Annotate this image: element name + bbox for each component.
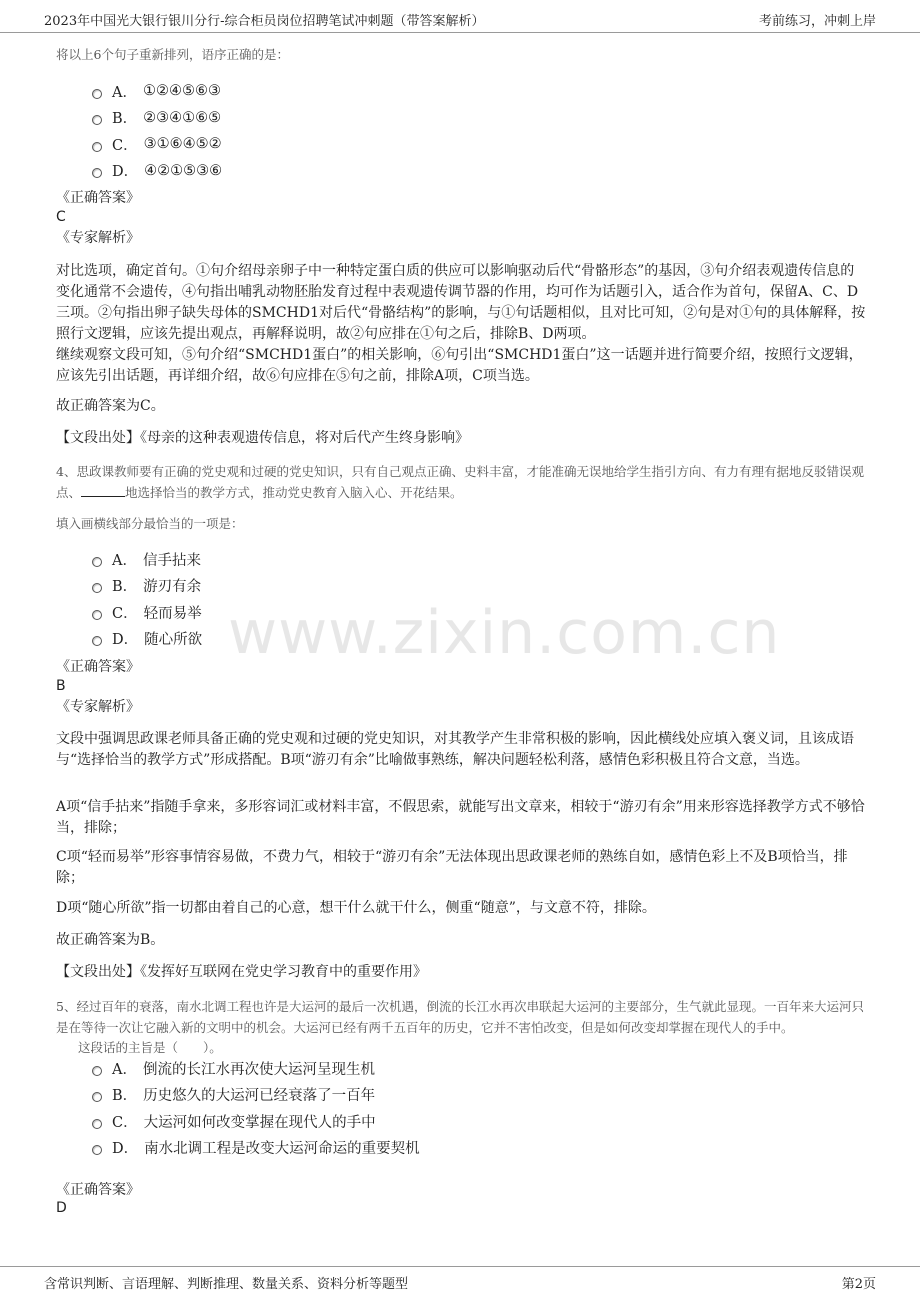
q5-option-c[interactable]: C． 大运河如何改变掌握在现代人的手中 bbox=[92, 1108, 420, 1135]
q4-option-d[interactable]: D． 随心所欲 bbox=[92, 626, 202, 653]
q4-analysis-paragraph: D项“随心所欲”指一切都由着自己的心意，想干什么就干什么，侧重“随意”，与文意不符，排除。 bbox=[56, 900, 656, 916]
q5-answer: D bbox=[56, 1200, 67, 1216]
q5-stem: 5、经过百年的衰落，南水北调工程也许是大运河的最后一次机遇，倒流的长江水再次串联起大运河的主要部分，生气就此显现。一百年来大运河只是在等待一次让它融入新的文明中的机会。大运河已经有两千五百年的历史，它并不害怕改变，但是如何改变却掌握在现代人的手中。 bbox=[56, 999, 864, 1035]
q5-option-d[interactable]: D． 南水北调工程是改变大运河命运的重要契机 bbox=[92, 1135, 420, 1162]
q3-source: 【文段出处】《母亲的这种表观遗传信息，将对后代产生终身影响》 bbox=[56, 430, 469, 446]
q4-options bbox=[92, 546, 202, 652]
radio-icon[interactable] bbox=[92, 610, 102, 620]
radio-icon[interactable] bbox=[92, 142, 102, 152]
q3-stem: 将以上6个句子重新排列，语序正确的是： bbox=[56, 47, 289, 62]
q4-source: 【文段出处】《发挥好互联网在党史学习教育中的重要作用》 bbox=[56, 964, 427, 980]
q3-analysis-paragraph: 继续观察文段可知，⑤句介绍“SMCHD1蛋白”的相关影响，⑥句引出“SMCHD1蛋白”这一话题并进行简要介绍，按照行文逻辑，应该先引出话题，再详细介绍，故⑥句应排在⑤句之前，排除A项，C项当选。 bbox=[56, 347, 863, 384]
document-title: 2023年中国光大银行银川分行-综合柜员岗位招聘笔试冲刺题（带答案解析） bbox=[44, 14, 485, 29]
radio-icon[interactable] bbox=[92, 1066, 102, 1076]
q3-analysis-paragraph: 对比选项，确定首句。①句介绍母亲卵子中一种特定蛋白质的供应可以影响驱动后代“骨骼形态”的基因，③句介绍表观遗传信息的变化通常不会遗传，④句指出哺乳动物胚胎发育过程中表观遗传调节器的作用，均可作为话题引入，适合作为首句，保留A、C、D三项。②句指出卵子缺失母体的SMCHD1对后代“骨骼结构”的影响，与①句话题相似，且对比可知，②句是对①句的具体解释，按照行文逻辑，应该先提出观点，再解释说明，故②句应排在①句之后，排除B、D两项。 bbox=[56, 263, 866, 342]
q4-option-a[interactable]: A． 信手拈来 bbox=[92, 546, 202, 573]
page-number: 第2页 bbox=[841, 1277, 876, 1292]
q4-analysis-label: 《专家解析》 bbox=[56, 699, 140, 715]
q3-analysis-conclusion: 故正确答案为C。 bbox=[56, 398, 165, 414]
radio-icon[interactable] bbox=[92, 1119, 102, 1129]
page-footer bbox=[0, 1266, 920, 1303]
radio-icon[interactable] bbox=[92, 1092, 102, 1102]
q3-option-d[interactable]: D． ④②①⑤③⑥ bbox=[92, 158, 222, 185]
q5-options bbox=[92, 1055, 420, 1161]
radio-icon[interactable] bbox=[92, 1145, 102, 1155]
header-slogan: 考前练习，冲刺上岸 bbox=[758, 14, 876, 29]
radio-icon[interactable] bbox=[92, 557, 102, 567]
q4-stem: 4、思政课教师要有正确的党史观和过硬的党史知识，只有自己观点正确、史料丰富，才能准确无误地给学生指引方向、有力有理有据地反驳错误观点、 地选择恰当的教学方式，推动党史教育入脑入心、开花结果。 bbox=[56, 464, 864, 500]
q5-option-a[interactable]: A． 倒流的长江水再次使大运河呈现生机 bbox=[92, 1055, 420, 1082]
q3-option-a[interactable]: A． ①②④⑤⑥③ bbox=[92, 78, 222, 105]
q3-option-c[interactable]: C． ③①⑥④⑤② bbox=[92, 131, 222, 158]
radio-icon[interactable] bbox=[92, 168, 102, 178]
q3-answer-label: 《正确答案》 bbox=[56, 190, 140, 206]
q4-analysis-paragraph: 文段中强调思政课老师具备正确的党史观和过硬的党史知识，对其教学产生非常积极的影响，因此横线处应填入褒义词，且该成语与“选择恰当的教学方式”形成搭配。B项“游刃有余”比喻做事熟练，解决问题轻松利落，感情色彩积极且符合文意，当选。 bbox=[56, 731, 854, 768]
q3-analysis-label: 《专家解析》 bbox=[56, 230, 140, 246]
q4-prompt: 填入画横线部分最恰当的一项是： bbox=[56, 516, 244, 531]
q3-options bbox=[92, 78, 222, 184]
footer-note: 含常识判断、言语理解、判断推理、数量关系、资料分析等题型 bbox=[44, 1277, 409, 1292]
q4-option-b[interactable]: B． 游刃有余 bbox=[92, 573, 202, 600]
radio-icon[interactable] bbox=[92, 115, 102, 125]
radio-icon[interactable] bbox=[92, 89, 102, 99]
watermark: www.zixin.com.cn bbox=[228, 598, 781, 668]
fill-blank bbox=[81, 483, 125, 497]
q4-analysis-conclusion: 故正确答案为B。 bbox=[56, 932, 165, 948]
q3-option-b[interactable]: B． ②③④①⑥⑤ bbox=[92, 105, 222, 132]
q4-answer-label: 《正确答案》 bbox=[56, 659, 140, 675]
radio-icon[interactable] bbox=[92, 636, 102, 646]
q3-answer: C bbox=[56, 209, 66, 225]
q5-option-b[interactable]: B． 历史悠久的大运河已经衰落了一百年 bbox=[92, 1082, 420, 1109]
q4-analysis-paragraph: A项“信手拈来”指随手拿来，多形容词汇或材料丰富，不假思索，就能写出文章来，相较于“游刃有余”用来形容选择教学方式不够恰当，排除； bbox=[56, 799, 865, 836]
radio-icon[interactable] bbox=[92, 583, 102, 593]
q5-answer-label: 《正确答案》 bbox=[56, 1182, 140, 1198]
q4-answer: B bbox=[56, 678, 66, 694]
q5-prompt: 这段话的主旨是（ ）。 bbox=[78, 1040, 222, 1055]
q4-option-c[interactable]: C． 轻而易举 bbox=[92, 599, 202, 626]
q4-analysis-paragraph: C项“轻而易举”形容事情容易做，不费力气，相较于“游刃有余”无法体现出思政课老师的熟练自如，感情色彩上不及B项恰当，排除； bbox=[56, 849, 848, 886]
